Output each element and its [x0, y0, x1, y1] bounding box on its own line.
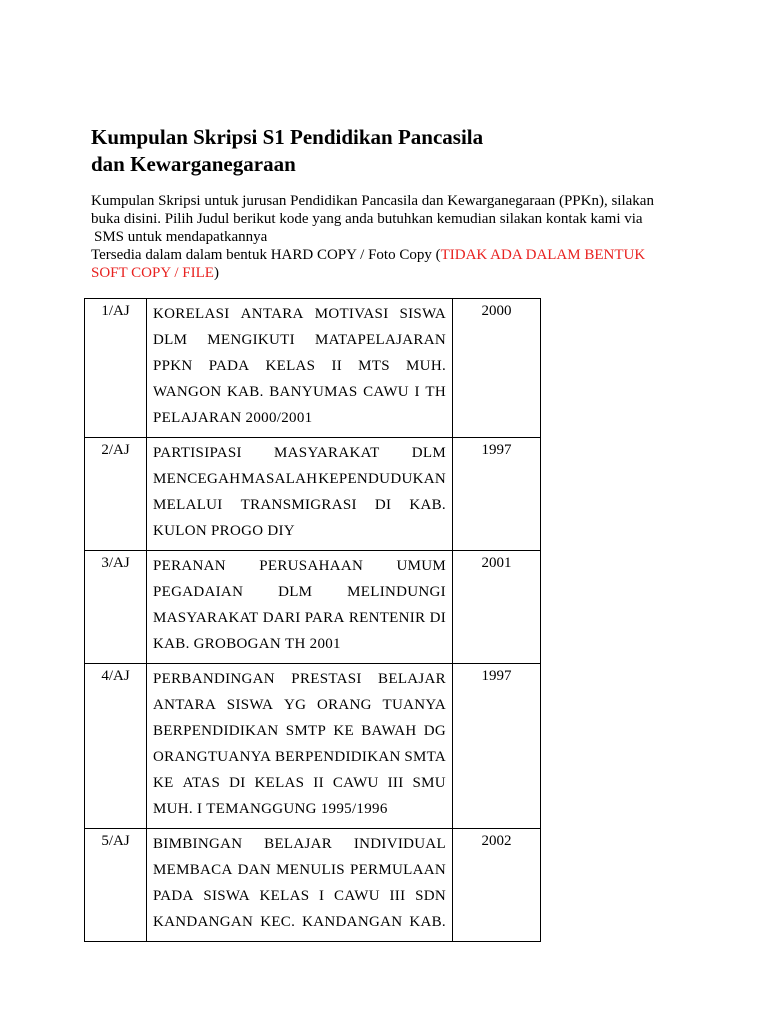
entry-year: 2002 [453, 829, 541, 942]
entry-year: 2001 [453, 551, 541, 664]
table-row [85, 829, 541, 942]
entry-code: 3/AJ [85, 551, 147, 664]
intro-line-4 [91, 246, 691, 264]
entry-title [147, 551, 453, 664]
entry-title-line: MUH. I TEMANGGUNG 1995/1996 [153, 801, 388, 817]
table-row [85, 664, 541, 829]
entry-year: 1997 [453, 664, 541, 829]
entry-title-line: BIMBINGAN BELAJAR INDIVIDUAL [153, 836, 446, 852]
entry-title-line: MASYARAKAT DARI PARA RENTENIR DI [153, 610, 446, 626]
availability-note-red-1: TIDAK ADA DALAM BENTUK [440, 247, 646, 263]
table-row [85, 551, 541, 664]
title-line-2: dan Kewarganegaraan [91, 152, 296, 176]
intro-line-5 [91, 264, 691, 282]
entry-title-line: KAB. GROBOGAN TH 2001 [153, 636, 341, 652]
entry-code: 1/AJ [85, 299, 147, 438]
entry-title-line: WANGON KAB. BANYUMAS CAWU I TH [153, 384, 446, 400]
entry-title-line: PEGADAIAN DLM MELINDUNGI [153, 584, 446, 600]
entry-code: 2/AJ [85, 438, 147, 551]
thesis-table-body [85, 299, 541, 942]
entry-title-line: MELALUI TRANSMIGRASI DI KAB. [153, 497, 446, 513]
entry-code: 5/AJ [85, 829, 147, 942]
entry-title [147, 438, 453, 551]
intro-line-3: SMS untuk mendapatkannya [94, 229, 268, 245]
entry-year: 1997 [453, 438, 541, 551]
entry-title-line: DLM MENGIKUTI MATAPELAJARAN [153, 332, 446, 348]
intro-line-2: buka disini. Pilih Judul berikut kode yang anda butuhkan kemudian silakan kontak kami via [91, 211, 643, 227]
entry-year: 2000 [453, 299, 541, 438]
entry-title-line: ANTARA SISWA YG ORANG TUANYA [153, 697, 446, 713]
intro-paragraph [91, 192, 691, 282]
entry-title-line: ORANGTUANYA BERPENDIDIKAN SMTA [153, 749, 446, 765]
entry-title-line: KULON PROGO DIY [153, 523, 295, 539]
entry-title-line: PARTISIPASI MASYARAKAT DLM [153, 445, 446, 461]
intro-line-1: Kumpulan Skripsi untuk jurusan Pendidikan Pancasila dan Kewarganegaraan (PPKn), silakan [91, 193, 654, 209]
entry-title [147, 299, 453, 438]
table-row [85, 438, 541, 551]
entry-title-line: KANDANGAN KEC. KANDANGAN KAB. [153, 914, 446, 930]
entry-title [147, 829, 453, 942]
entry-title-line: MEMBACA DAN MENULIS PERMULAAN [153, 862, 446, 878]
entry-title-line: MENCEGAH MASALAH KEPENDUDUKAN [153, 471, 446, 487]
availability-note-red-2: SOFT COPY / FILE [91, 265, 214, 281]
table-row [85, 299, 541, 438]
entry-title-line: PELAJARAN 2000/2001 [153, 410, 313, 426]
entry-title [147, 664, 453, 829]
entry-title-line: PPKN PADA KELAS II MTS MUH. [153, 358, 446, 374]
thesis-table [84, 298, 541, 942]
entry-title-line: PADA SISWA KELAS I CAWU III SDN [153, 888, 446, 904]
title-line-1: Kumpulan Skripsi S1 Pendidikan Pancasila [91, 125, 484, 149]
page-title [91, 124, 651, 178]
entry-title-line: KE ATAS DI KELAS II CAWU III SMU [153, 775, 446, 791]
entry-title-line: PERBANDINGAN PRESTASI BELAJAR [153, 671, 446, 687]
entry-title-line: KORELASI ANTARA MOTIVASI SISWA [153, 306, 446, 322]
entry-title-line: PERANAN PERUSAHAAN UMUM [153, 558, 446, 574]
entry-title-line: BERPENDIDIKAN SMTP KE BAWAH DG [153, 723, 446, 739]
entry-code: 4/AJ [85, 664, 147, 829]
availability-close-paren: ) [213, 265, 219, 281]
availability-text: Tersedia dalam dalam bentuk HARD COPY / Foto Copy ( [91, 247, 441, 263]
